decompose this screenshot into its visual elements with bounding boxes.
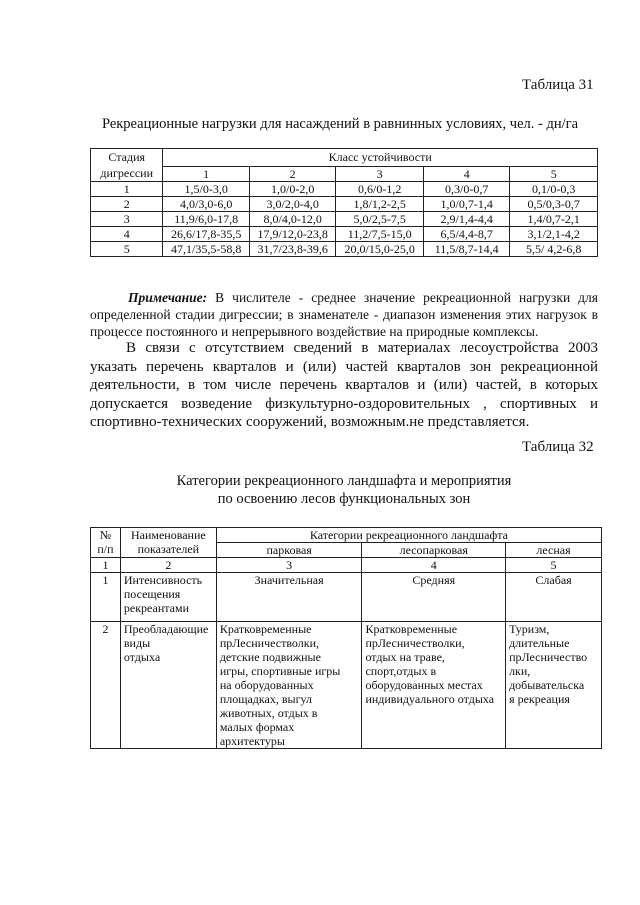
header-class-4: 4 — [423, 166, 510, 181]
text-line: площадках, выгул — [219, 692, 312, 706]
indicator-name — [120, 573, 216, 622]
indicator-name — [120, 622, 216, 749]
cell: 47,1/35,5-58,8 — [163, 242, 250, 257]
header-number — [91, 528, 121, 558]
text-line: животных, отдых в — [219, 706, 318, 720]
body-paragraph: В связи с отсутствием сведений в материалах лесоустройства 2003 указать перечень кварталов и (или) частей кварталов зон рекреационной деятельности, в том числе перечень кварталов и (или) частей, в которых допускается возведение физкультурно-оздоровительных , спортивных и спортивно-технических сооружений, возможным.не представляется. — [90, 340, 598, 430]
cell: 31,7/23,8-39,6 — [249, 242, 336, 257]
park-value — [216, 622, 362, 749]
text-line: отдых на траве, — [365, 650, 445, 664]
cell: 8,0/4,0-12,0 — [249, 212, 336, 227]
cell: 5,0/2,5-7,5 — [336, 212, 424, 227]
cell: 11,9/6,0-17,8 — [163, 212, 250, 227]
text-line: детские подвижные — [219, 650, 321, 664]
cell: 11,5/8,7-14,4 — [423, 242, 510, 257]
column-number-row — [91, 558, 602, 573]
cell: 1,0/0-2,0 — [249, 182, 336, 197]
text-line: прЛесничестволки, — [365, 636, 465, 650]
cell: 4,0/3,0-6,0 — [163, 197, 250, 212]
text-line: Кратковременные — [365, 622, 458, 636]
header-class-3: 3 — [336, 166, 424, 181]
recreational-loads-table — [90, 148, 598, 257]
column-number: 4 — [362, 558, 506, 573]
header-class-2: 2 — [249, 166, 336, 181]
table-row — [91, 622, 602, 749]
table-32-caption-line-2: по освоению лесов функциональных зон — [217, 491, 471, 507]
table-32-caption-line-1: Категории рекреационного ландшафта и мероприятия — [176, 473, 512, 489]
column-number: 1 — [91, 558, 121, 573]
text-line: архитектуры — [219, 734, 285, 748]
cell: 1,4/0,7-2,1 — [510, 212, 598, 227]
cell: 11,2/7,5-15,0 — [336, 227, 424, 242]
text-line: на оборудованных — [219, 678, 314, 692]
text-line: я рекреация — [509, 692, 570, 706]
table-row — [91, 227, 598, 242]
forest-value: Слабая — [506, 573, 602, 622]
cell: 26,6/17,8-35,5 — [163, 227, 250, 242]
text-line: прЛесничество — [509, 650, 588, 664]
forest-park-value: Средняя — [362, 573, 506, 622]
cell: 2,9/1,4-4,4 — [423, 212, 510, 227]
forest-value — [506, 622, 602, 749]
text-line: длительные — [509, 636, 570, 650]
header-class: Класс устойчивости — [163, 149, 598, 167]
header-indicator-line-2: показателей — [137, 542, 200, 556]
cell: 0,1/0-0,3 — [510, 182, 598, 197]
header-park: парковая — [216, 543, 362, 558]
header-stage-line-2: дигрессии — [100, 166, 153, 180]
table-31-caption: Рекреационные нагрузки для насаждений в равнинных условиях, чел. - дн/га — [101, 116, 579, 132]
cell: 20,0/15,0-25,0 — [336, 242, 424, 257]
row-number: 2 — [91, 622, 121, 749]
cell: 0,3/0-0,7 — [423, 182, 510, 197]
text-line: спорт,отдых в — [365, 664, 437, 678]
text-line: игры, спортивные игры — [219, 664, 341, 678]
header-forest: лесная — [506, 543, 602, 558]
cell: 17,9/12,0-23,8 — [249, 227, 336, 242]
park-value: Значительная — [216, 573, 362, 622]
text-line: Преобладающие — [123, 622, 209, 636]
row-number: 1 — [91, 573, 121, 622]
cell: 1,0/0,7-1,4 — [423, 197, 510, 212]
cell: 1 — [91, 182, 163, 197]
header-stage-line-1: Стадия — [108, 150, 146, 164]
cell: 2 — [91, 197, 163, 212]
header-stage — [91, 149, 163, 182]
table-31-label: Таблица 31 — [522, 77, 594, 93]
header-class-5: 5 — [510, 166, 598, 181]
text-line: рекреантами — [123, 601, 189, 615]
forest-park-value — [362, 622, 506, 749]
cell: 6,5/4,4-8,7 — [423, 227, 510, 242]
cell: 1,5/0-3,0 — [163, 182, 250, 197]
text-line: виды — [123, 636, 151, 650]
header-number-line-1: № — [99, 528, 112, 542]
header-class-1: 1 — [163, 166, 250, 181]
table-row — [91, 242, 598, 257]
text-line: индивидуального отдыха — [365, 692, 495, 706]
text-line: добывательска — [509, 678, 585, 692]
cell: 3 — [91, 212, 163, 227]
column-number: 3 — [216, 558, 362, 573]
table-row — [91, 197, 598, 212]
column-number: 5 — [506, 558, 602, 573]
text-line: посещения — [123, 587, 181, 601]
header-indicator-name — [120, 528, 216, 558]
text-line: отдыха — [123, 650, 161, 664]
text-line: Кратковременные — [219, 622, 312, 636]
header-number-line-2: п/п — [97, 542, 114, 556]
cell: 1,8/1,2-2,5 — [336, 197, 424, 212]
text-line: малых формах — [219, 720, 295, 734]
cell: 5 — [91, 242, 163, 257]
column-number: 2 — [120, 558, 216, 573]
text-line: оборудованных местах — [365, 678, 483, 692]
table-row — [91, 573, 602, 622]
text-line: лки, — [509, 664, 531, 678]
table-row — [91, 182, 598, 197]
table-31-note — [90, 289, 598, 340]
table-row — [91, 212, 598, 227]
cell: 4 — [91, 227, 163, 242]
recreational-landscape-table — [90, 527, 602, 749]
table-32-label: Таблица 32 — [522, 439, 594, 455]
header-indicator-line-1: Наименование — [130, 528, 206, 542]
cell: 5,5/ 4,2-6,8 — [510, 242, 598, 257]
header-forest-park: лесопарковая — [362, 543, 506, 558]
cell: 3,1/2,1-4,2 — [510, 227, 598, 242]
text-line: прЛесничестволки, — [219, 636, 319, 650]
cell: 3,0/2,0-4,0 — [249, 197, 336, 212]
text-line: Туризм, — [509, 622, 550, 636]
cell: 0,5/0,3-0,7 — [510, 197, 598, 212]
header-categories: Категории рекреационного ландшафта — [216, 528, 601, 543]
cell: 0,6/0-1,2 — [336, 182, 424, 197]
note-text: В числителе - среднее значение рекреационной нагрузки для определенной стадии дигрессии; в знаменателе - диапазон изменения этих нагрузок в процессе постоянного и непрерывного воздействие на природные комплексы. — [90, 290, 598, 339]
note-label: Примечание: — [128, 290, 208, 305]
text-line: Интенсивность — [123, 573, 203, 587]
